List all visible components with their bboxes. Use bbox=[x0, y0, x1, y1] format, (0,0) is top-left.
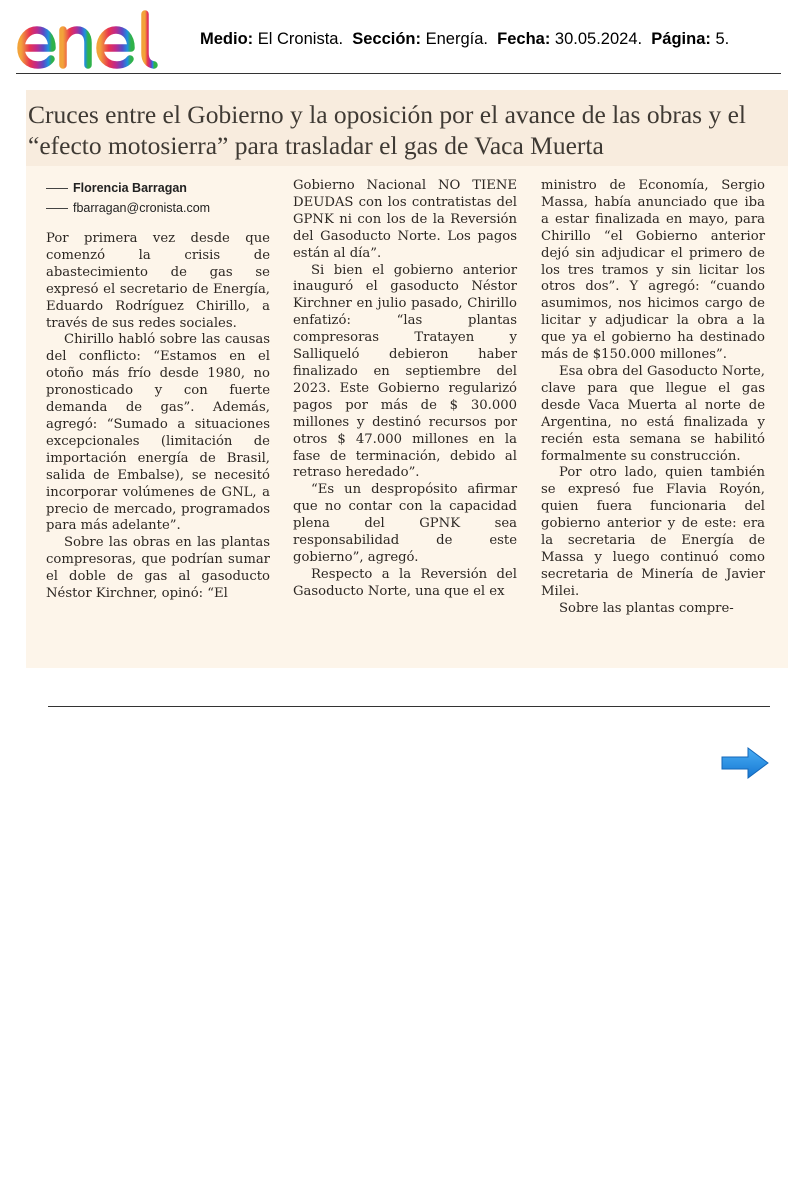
article-column-1 bbox=[46, 231, 270, 603]
footer-divider bbox=[48, 706, 770, 707]
paragraph: Esa obra del Gasoducto Norte, clave para que llegue el gas desde Vaca Muerta al norte de Argentina, no está finalizada y recién esta semana se habilitó formalmente su construcción. bbox=[541, 363, 765, 464]
paragraph: Respecto a la Reversión del Gasoducto Norte, una que el ex bbox=[293, 566, 517, 599]
paragraph: Si bien el gobierno anterior inauguró el gasoducto Néstor Kirchner en julio pasado, Chirillo enfatizó: “las plantas compresoras Tratayen y Salliqueló debieron haber finalizado en septiembre del 2023. Este Gobierno regularizó pagos por más de $ 30.000 millones y destinó recursos por otros $ 47.000 millones en la fase de terminación, debido al retraso heredado”. bbox=[293, 262, 517, 481]
byline-dash bbox=[46, 208, 68, 209]
paragraph: ministro de Economía, Sergio Massa, había anunciado que iba a estar finalizada en mayo, para Chirillo “el Gobierno anterior dejó sin adjudicar el primero de los tres tramos y sin licitar los otros dos”. Y agregó: “cuando asumimos, nos hicimos cargo de licitar y adjudicar la obra a la que ya el gobierno ha destinado más de $150.000 millones”. bbox=[541, 178, 765, 363]
paragraph: “Es un despropósito afirmar que no contar con la capacidad plena del GPNK sea responsabilidad de este gobierno”, agregó. bbox=[293, 482, 517, 565]
fecha-value: 30.05.2024. bbox=[554, 30, 643, 48]
article-column-3 bbox=[541, 178, 765, 618]
enel-logo bbox=[14, 8, 179, 70]
paragraph: Sobre las obras en las plantas compresoras, que podrían sumar el doble de gas al gasoducto Néstor Kirchner, opinó: “El bbox=[46, 535, 270, 602]
page-header bbox=[0, 0, 800, 78]
medio-label: Medio: bbox=[200, 30, 254, 48]
article-title: Cruces entre el Gobierno y la oposición por el avance de las obras y el “efecto motosierra” para trasladar el gas de Vaca Muerta bbox=[28, 100, 746, 160]
paragraph: Chirillo habló sobre las causas del conflicto: “Estamos en el otoño más frío desde 1980, no pronosticado y con fuerte demanda de gas”. Además, agregó: “Sumado a situaciones excepcionales (limitación de importación energía de Brasil, salida de Embalse), se necesitó incorporar volúmenes de GNL, a precio de mercado, programados para más adelante”. bbox=[46, 332, 270, 534]
pagina-value: 5. bbox=[715, 30, 730, 48]
author-name: Florencia Barragan bbox=[73, 181, 187, 195]
paragraph: Por otro lado, quien también se expresó fue Flavia Royón, quien fuera funcionaria del gobierno anterior y de este: era la secretaria de Energía de Massa y luego continuó como secretaria de Minería de Javier Milei. bbox=[541, 465, 765, 599]
paragraph: Gobierno Nacional NO TIENE DEUDAS con los contratistas del GPNK ni con los de la Reversión del Gasoducto Norte. Los pagos están al día”. bbox=[293, 178, 517, 261]
seccion-label: Sección: bbox=[352, 30, 421, 48]
article-column-2 bbox=[293, 178, 517, 601]
pagina-label: Página: bbox=[651, 30, 711, 48]
paragraph: Por primera vez desde que comenzó la crisis de abastecimiento de gas se expresó el secretario de Energía, Eduardo Rodríguez Chirillo, a través de sus redes sociales. bbox=[46, 231, 270, 331]
right-arrow-icon[interactable] bbox=[720, 746, 770, 780]
medio-value: El Cronista. bbox=[257, 30, 344, 48]
media-metadata bbox=[200, 30, 729, 49]
author-email: fbarragan@cronista.com bbox=[73, 201, 211, 215]
byline-dash bbox=[46, 188, 68, 189]
byline bbox=[46, 178, 286, 218]
header-divider bbox=[16, 73, 781, 74]
paragraph: Sobre las plantas compre- bbox=[559, 600, 734, 616]
seccion-value: Energía. bbox=[425, 30, 488, 48]
fecha-label: Fecha: bbox=[497, 30, 551, 48]
